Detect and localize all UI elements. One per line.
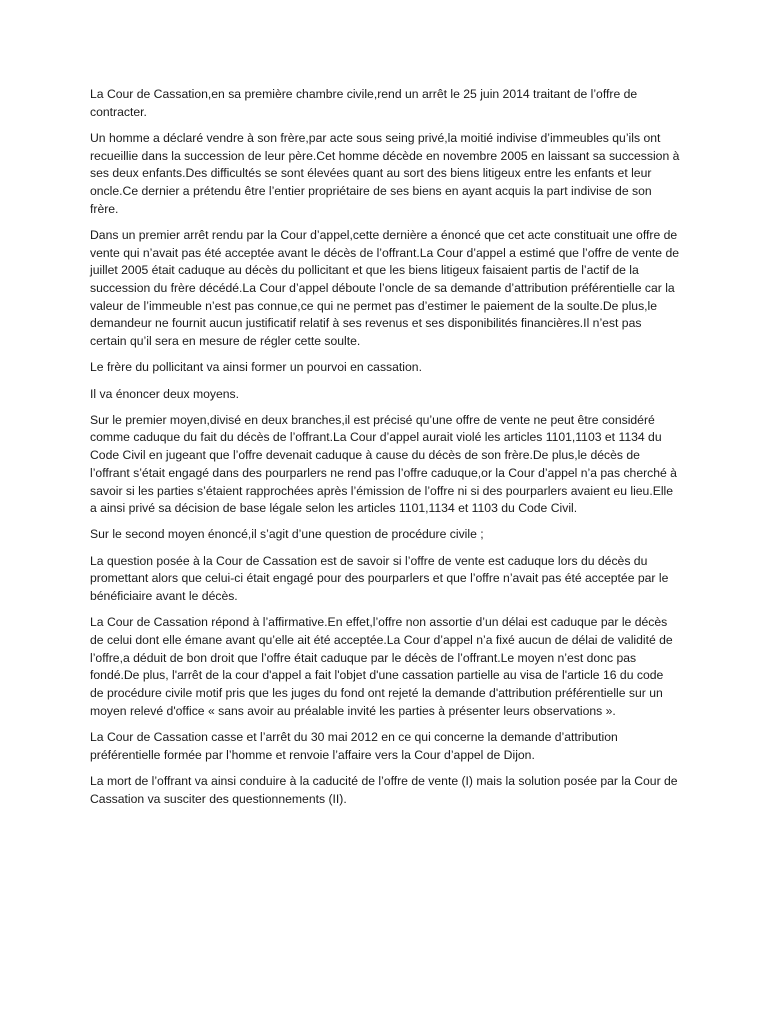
paragraph-legal-question: La question posée à la Cour de Cassation est de savoir si l’offre de vente est caduque lors du décès du promettant alors que celui-ci était engagé pour des pourparlers et que l’offre n’avait pas été acceptée par le bénéficiaire avant le décès. (90, 553, 669, 604)
paragraph-appeal-court: Dans un premier arrêt rendu par la Cour d’appel,cette dernière a énoncé que cet acte constituait une offre de vente qui n’avait pas été acceptée avant le décès de l’offrant.La Cour d’appel a estimé que l’offre de vente de juillet 2005 était caduque au décès du pollicitant et que les biens litigeux faisaient partis de l’actif de la succession du frère décédé.La Cour d’appel déboute l’oncle de sa demande d’attribution préférentielle car la valeur de l’immeuble n’est pas connue,ce qui ne permet pas d’estimer le paiement de la soulte.De plus,le demandeur ne fournit aucun justificatif relatif à ses revenus et ses disponibilités financières.Il n’est pas certain qu’il sera en mesure de régler cette soulte. (90, 227, 680, 349)
paragraph-first-moyen: Sur le premier moyen,divisé en deux branches,il est précisé qu’une offre de vente ne peut être considéré comme caduque du fait du décès de l’offrant.La Cour d’appel aurait violé les articles 1101,1103 et 1134 du Code Civil en jugeant que l’offre devenait caduque à cause du décès de son frère.De plus,le décès de l’offrant s’était engagé dans des pourparlers ne rend pas l’offre caduque,or la Cour d’appel n’a pas cherché à savoir si les parties s’étaient rapprochées après l’émission de l’offre ni si des pourparlers avaient eu lieu.Elle a ainsi privé sa décision de base légale selon les articles 1101,1134 et 1103 du Code Civil. (90, 412, 677, 516)
paragraph-intro: La Cour de Cassation,en sa première chambre civile,rend un arrêt le 25 juin 2014 traitant de l’offre de contracter. (90, 87, 638, 119)
paragraph-announcement: La mort de l’offrant va ainsi conduire à la caducité de l’offre de vente (I) mais la solution posée par la Cour de Cassation va susciter des questionnements (II). (90, 773, 678, 806)
paragraph-pourvoi: Le frère du pollicitant va ainsi former un pourvoi en cassation. (90, 360, 422, 375)
document-body (90, 86, 680, 817)
paragraph-second-moyen: Sur le second moyen énoncé,il s’agit d’une question de procédure civile ; (90, 527, 484, 542)
paragraph-court-answer: La Cour de Cassation répond à l’affirmative.En effet,l’offre non assortie d’un délai est caduque par le décès de celui dont elle émane avant qu’elle ait été acceptée.La Cour d’appel n’a fixé aucun de délai de validité de l’offre,a déduit de bon droit que l’offre était caduque par le décès de l’offrant.Le moyen n’est donc pas fondé.De plus, l'arrêt de la cour d'appel a fait l'objet d'une cassation partielle au visa de l'article 16 du code de procédure civile motif pris que les juges du fond ont rejeté la demande d'attribution préférentielle sur un moyen relevé d'office « sans avoir au préalable invité les parties à présenter leurs observations ». (90, 615, 673, 718)
paragraph-cassation: La Cour de Cassation casse et l’arrêt du 30 mai 2012 en ce qui concerne la demande d’attribution préférentielle formée par l’homme et renvoie l’affaire vers la Cour d’appel de Dijon. (90, 730, 618, 762)
paragraph-moyens: Il va énoncer deux moyens. (90, 386, 240, 401)
paragraph-facts: Un homme a déclaré vendre à son frère,par acte sous seing privé,la moitié indivise d’immeubles qu’ils ont recueillie dans la succession de leur père.Cet homme décède en novembre 2005 en laissant sa succession à ses deux enfants.Des difficultés se sont élevées quant au sort des biens litigeux entre les enfants et leur oncle.Ce dernier a prétendu être l’entier propriétaire de ses biens en ayant acquis la part indivise de son frère. (90, 130, 680, 216)
